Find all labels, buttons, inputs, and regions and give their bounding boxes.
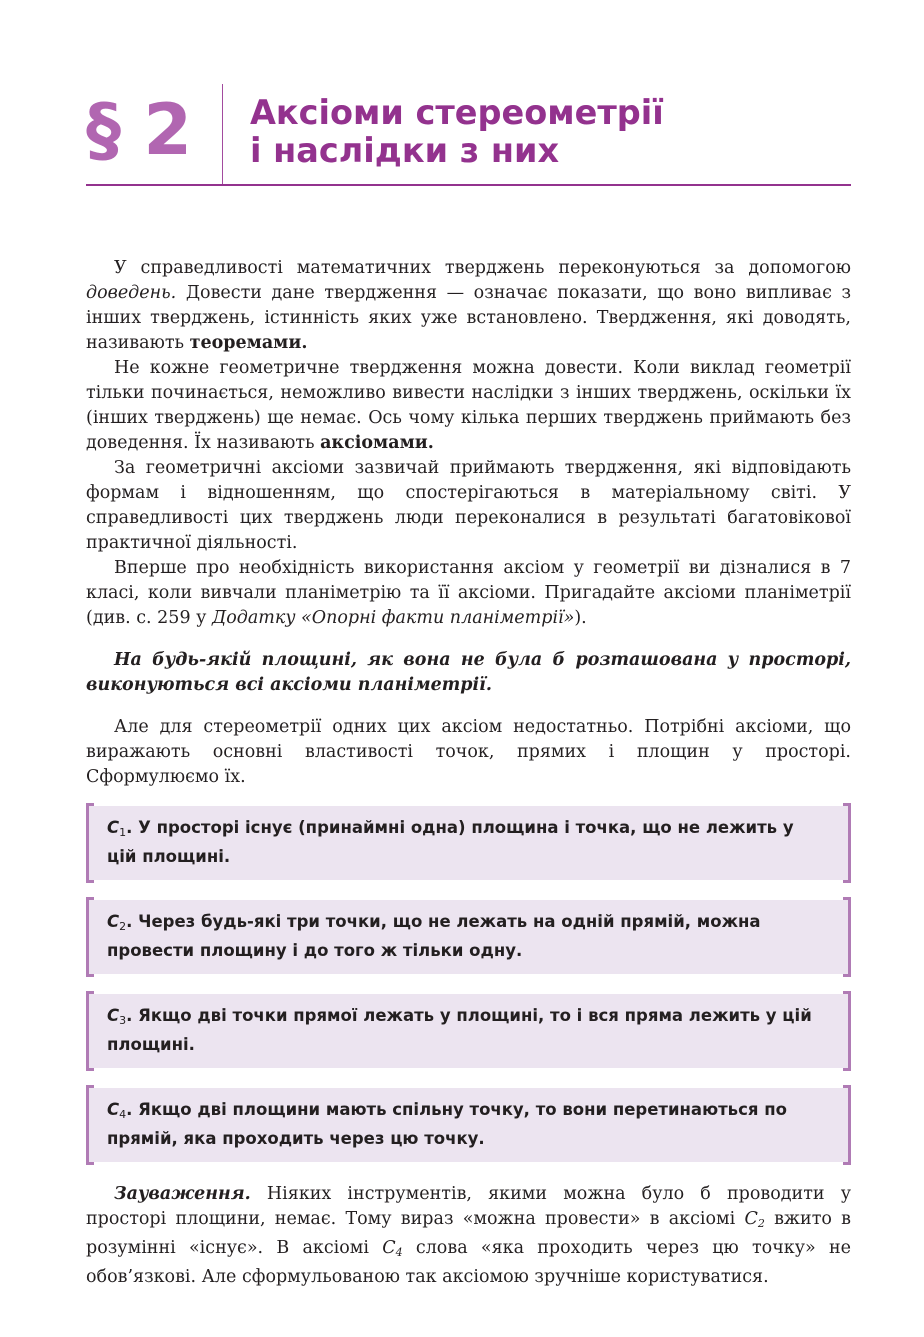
text: Не кожне геометричне твердження можна довести. Коли виклад геометрії тільки починається, неможливо вивести наслідки з інших тверджень, оскільки їх (інших тверджень) ще немає. Ось чому кілька перших тверджень приймають без доведення. Їх називають xyxy=(86,358,851,453)
axiom-text: . У просторі існує (принаймні одна) площина і точка, що не лежить у цій площині. xyxy=(107,818,794,866)
term-axioms: аксіомами. xyxy=(320,433,434,453)
axiom-box-c1 xyxy=(86,806,851,880)
paragraph-remark xyxy=(86,1182,851,1290)
paragraph-stereometry: Але для стереометрії одних цих аксіом недостатньо. Потрібні аксіоми, що виражають основні властивості точок, прямих і площин у просторі. Сформулюємо їх. xyxy=(86,717,851,787)
emphasis-statement: На будь-якій площині, як вона не була б розташована у просторі, виконуються всі аксіоми планіметрії. xyxy=(86,650,851,695)
axiom-box-c4 xyxy=(86,1088,851,1162)
paragraph-planimetry xyxy=(86,556,851,631)
axiom-box-c2 xyxy=(86,900,851,974)
paragraph-axioms-intro xyxy=(86,356,851,456)
header-divider xyxy=(222,84,223,186)
axiom-text: . Через будь-які три точки, що не лежать на одній прямій, можна провести площину і до того ж тільки одну. xyxy=(107,912,761,960)
axiom-label: $С_4$ xyxy=(107,1100,127,1121)
remark-label: Зауваження. xyxy=(114,1184,251,1204)
section-title-line1: Аксіоми стереометрії xyxy=(250,93,664,132)
axiom-box-c3 xyxy=(86,994,851,1068)
text: ). xyxy=(574,608,587,628)
page-body xyxy=(86,256,851,1290)
appendix-reference: Додатку «Опорні факти планіметрії» xyxy=(212,608,575,628)
axiom-label: $С_1$ xyxy=(107,818,127,839)
text: слова «яка проходить через цю точку» не обов’язкові. Але сформульованою так аксіомою зручніше користуватися. xyxy=(86,1238,851,1287)
text: вжито в розумінні «існує». В аксіомі xyxy=(86,1209,851,1258)
text: Довести дане твердження — означає показати, що воно випливає з інших тверджень, істинність яких уже встановлено. Твердження, які доводять, називають xyxy=(86,283,851,353)
term-proofs: доведень. xyxy=(86,283,177,303)
axiom-ref-c2: $C_2$ xyxy=(744,1209,765,1230)
text: Ніяких інструментів, якими можна було б проводити у просторі площини, немає. Тому вираз «можна провести» в аксіомі xyxy=(86,1184,851,1229)
section-title-line2: і наслідки з них xyxy=(250,131,560,170)
paragraph-proofs xyxy=(86,256,851,356)
axiom-text: . Якщо дві точки прямої лежать у площині, то і вся пряма лежить у цій площині. xyxy=(107,1006,812,1054)
axiom-text: . Якщо дві площини мають спільну точку, то вони перетинаються по прямій, яка проходить через цю точку. xyxy=(107,1100,787,1148)
axiom-ref-c4: $C_4$ xyxy=(382,1238,403,1259)
axiom-list xyxy=(86,806,851,1162)
paragraph-geometric-axioms: За геометричні аксіоми зазвичай приймають твердження, які відповідають формам і відношенням, що спостерігаються в матеріальному світі. У справедливості цих тверджень люди переконалися в результаті багатовікової практичної діяльності. xyxy=(86,458,851,553)
text: Вперше про необхідність використання аксіом у геометрії ви дізналися в 7 класі, коли вивчали планіметрію та її аксіоми. Пригадайте аксіоми планіметрії (див. с. 259 у xyxy=(86,558,851,628)
text: У справедливості математичних тверджень переконуються за допомогою xyxy=(114,258,851,278)
section-number: § 2 xyxy=(86,89,192,171)
axiom-label: $С_3$ xyxy=(107,1006,127,1027)
axiom-label: $С_2$ xyxy=(107,912,127,933)
section-header xyxy=(86,84,851,186)
header-underline xyxy=(86,184,851,186)
term-theorems: теоремами. xyxy=(189,333,308,353)
section-title xyxy=(250,94,664,170)
